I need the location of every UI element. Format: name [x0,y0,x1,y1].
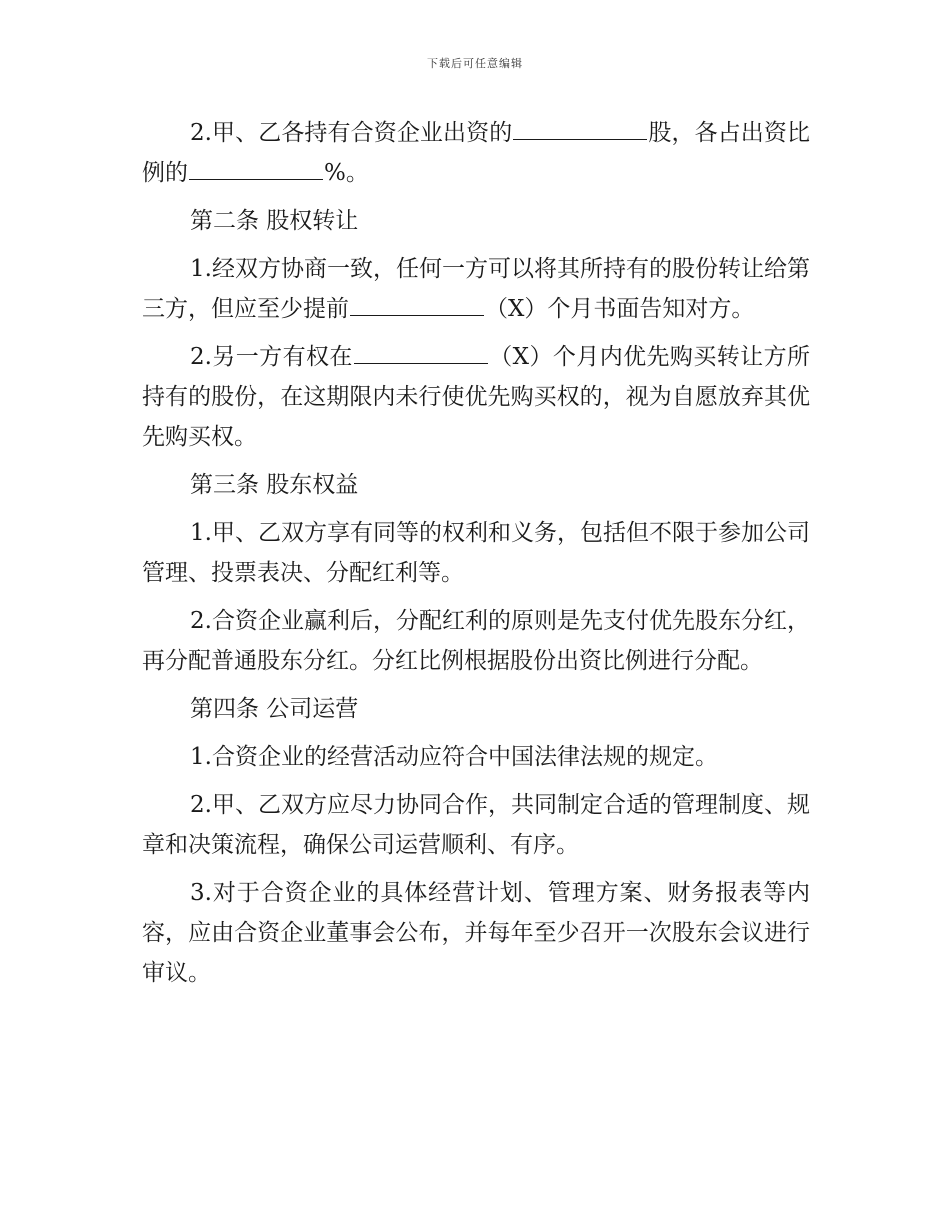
clause-paragraph: 3.对于合资企业的具体经营计划、管理方案、财务报表等内容，应由合资企业董事会公布，并每年至少召开一次股东会议进行审议。 [142,880,810,986]
paragraph-text: %。 [324,160,369,186]
paragraph-text: （X）个月内优先购买转让方所持有的股份，在这期限内未行使优先购买权的，视为自愿放弃其优先购买权。 [142,344,810,450]
clause-paragraph: 1.合资企业的经营活动应符合中国法律法规的规定。 [190,744,718,770]
paragraph-text: 2.甲、乙各持有合资企业出资的 [190,120,513,146]
clause-paragraph: 2.合资企业赢利后，分配红利的原则是先支付优先股东分红，再分配普通股东分红。分红比例根据股份出资比例进行分配。 [142,608,810,674]
fill-in-blank[interactable] [513,117,647,140]
article-heading: 第三条 股东权益 [190,472,359,498]
paragraph-text: 2.另一方有权在 [190,344,353,370]
document-body [142,113,810,1001]
page-header: 下载后可任意编辑 [427,57,523,70]
clause-paragraph [142,337,810,457]
fill-in-blank[interactable] [354,341,488,364]
fill-in-blank[interactable] [350,293,484,316]
fill-in-blank[interactable] [189,157,323,180]
paragraph-text: 1.经双方协商一致，任何一方可以将其所持有的股份转让给第三方，但应至少提前 [142,256,810,322]
paragraph-text: 股，各占出资比例的 [142,120,810,186]
clause-paragraph [142,113,810,193]
article-heading: 第四条 公司运营 [190,696,359,722]
article-heading: 第二条 股权转让 [190,208,359,234]
paragraph-text: （X）个月书面告知对方。 [485,296,755,322]
clause-paragraph [142,249,810,329]
clause-paragraph: 1.甲、乙双方享有同等的权利和义务，包括但不限于参加公司管理、投票表决、分配红利等。 [142,520,810,586]
clause-paragraph: 2.甲、乙双方应尽力协同合作，共同制定合适的管理制度、规章和决策流程，确保公司运营顺利、有序。 [142,792,810,858]
